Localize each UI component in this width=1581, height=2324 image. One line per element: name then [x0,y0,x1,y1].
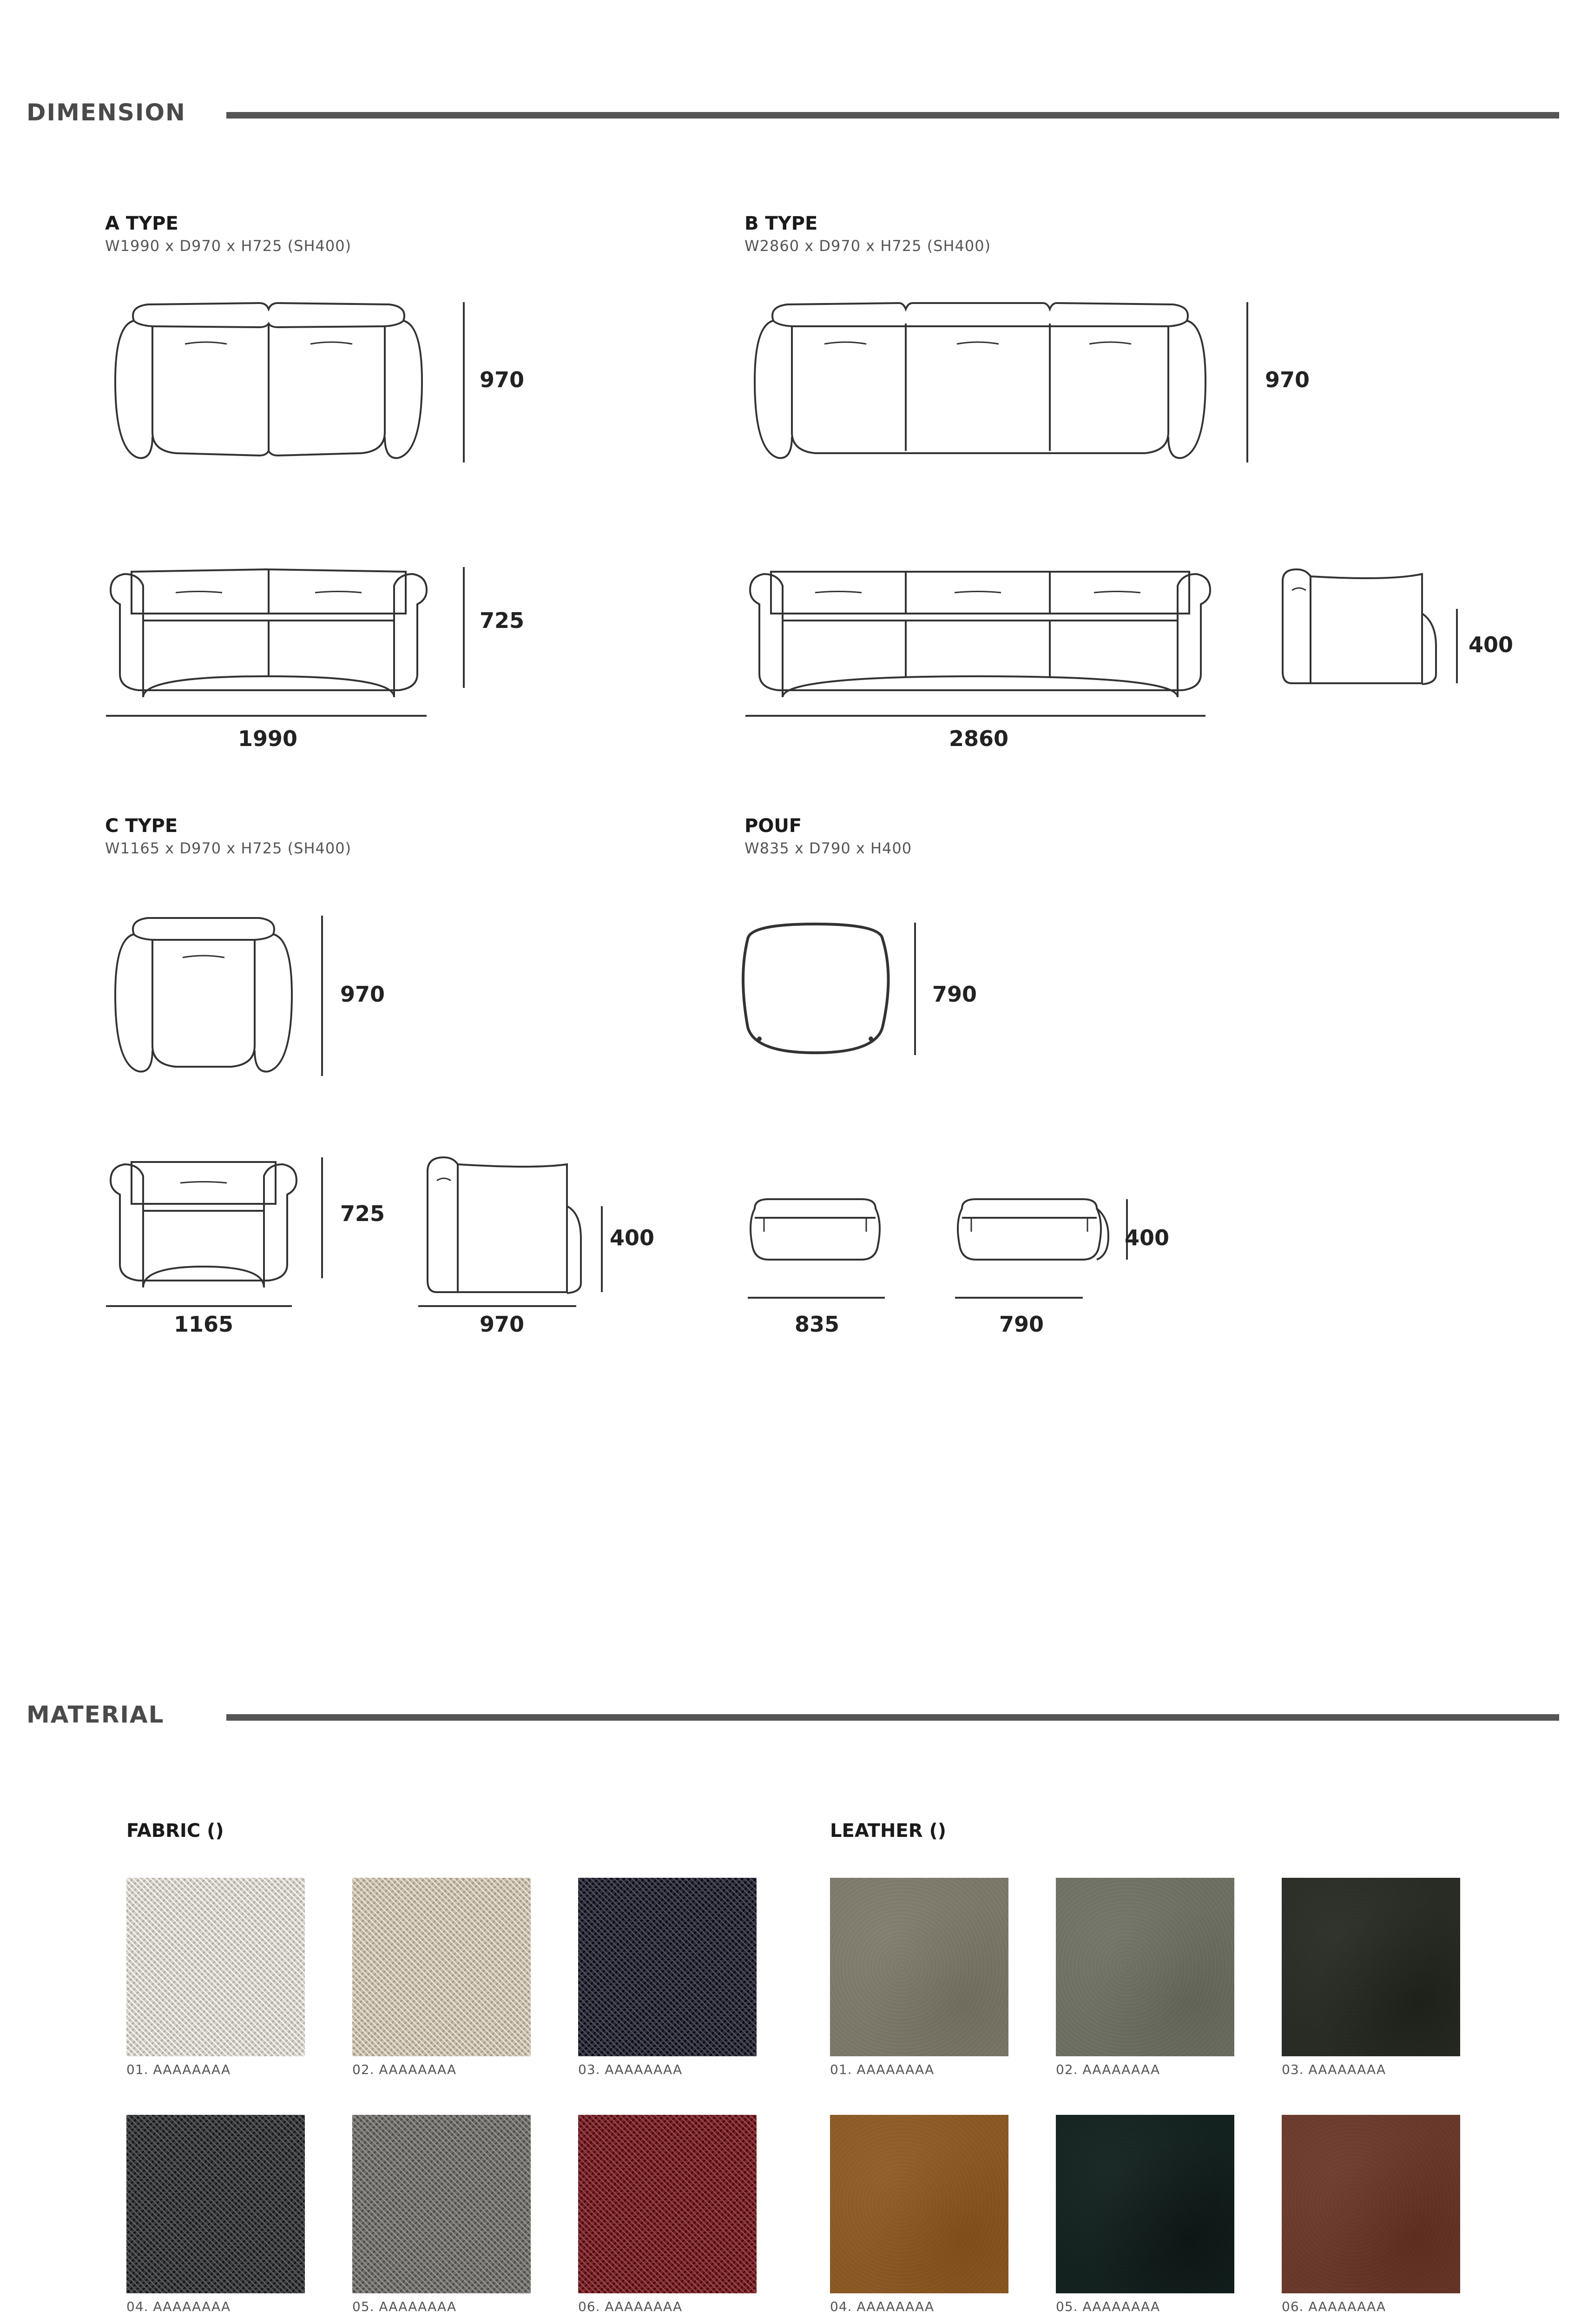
leather-swatch-5 [1056,2115,1234,2293]
c-type-side-view [418,1148,623,1306]
leather-swatch-label-1: 01. AAAAAAAA [830,2062,935,2077]
leather-swatch-1 [830,1878,1008,2056]
a-type-top-view [106,297,431,474]
a-type-height: 725 [480,608,525,633]
pouf-top-view [745,920,922,1069]
leather-swatch-3 [1282,1878,1460,2056]
fabric-swatch-label-5: 05. AAAAAAAA [352,2299,457,2314]
fabric-swatch-3 [578,1878,757,2056]
pouf-height: 400 [1125,1225,1170,1250]
fabric-swatch-5 [352,2115,531,2293]
fabric-swatch-label-1: 01. AAAAAAAA [126,2062,231,2077]
fabric-swatch-label-2: 02. AAAAAAAA [352,2062,457,2077]
fabric-swatch-label-3: 03. AAAAAAAA [578,2062,683,2077]
c-type-side-depth: 970 [480,1312,525,1337]
pouf-name: POUF [744,815,802,837]
c-type-width: 1165 [174,1312,234,1337]
c-type-height: 725 [340,1201,385,1226]
fabric-swatch-1 [126,1878,305,2056]
dimension-rule [226,112,1559,119]
pouf-side-view [953,1190,1139,1306]
fabric-title: FABRIC () [126,1820,224,1842]
a-type-front-view [106,562,431,716]
a-type-dims: W1990 x D970 x H725 (SH400) [105,237,352,255]
fabric-swatch-6 [578,2115,757,2293]
c-type-dims: W1165 x D970 x H725 (SH400) [105,839,352,857]
b-type-top-view [745,297,1229,474]
leather-swatch-label-6: 06. AAAAAAAA [1282,2299,1386,2314]
pouf-side-width: 790 [999,1312,1044,1337]
b-type-width: 2860 [949,726,1009,751]
c-type-name: C TYPE [105,815,178,837]
pouf-width: 835 [795,1312,840,1337]
pouf-front-view [745,1190,903,1306]
leather-swatch-label-4: 04. AAAAAAAA [830,2299,935,2314]
fabric-swatch-4 [126,2115,305,2293]
c-type-seat-height: 400 [610,1225,655,1250]
fabric-swatch-label-6: 06. AAAAAAAA [578,2299,683,2314]
b-type-front-view [745,562,1215,716]
leather-swatch-label-3: 03. AAAAAAAA [1282,2062,1386,2077]
c-type-depth: 970 [340,982,385,1007]
b-type-depth: 970 [1265,367,1310,392]
material-title: MATERIAL [26,1701,165,1728]
leather-swatch-6 [1282,2115,1460,2293]
leather-swatch-label-5: 05. AAAAAAAA [1056,2299,1160,2314]
b-type-seat-height: 400 [1469,632,1514,657]
leather-swatch-2 [1056,1878,1234,2056]
pouf-depth: 790 [932,982,977,1007]
b-type-name: B TYPE [744,213,818,234]
leather-title: LEATHER () [830,1820,947,1842]
a-type-depth: 970 [480,367,525,392]
b-type-dims: W2860 x D970 x H725 (SH400) [744,237,991,255]
leather-swatch-4 [830,2115,1008,2293]
leather-swatch-label-2: 02. AAAAAAAA [1056,2062,1160,2077]
fabric-swatch-label-4: 04. AAAAAAAA [126,2299,231,2314]
fabric-swatch-2 [352,1878,531,2056]
dimension-title: DIMENSION [26,99,186,126]
b-type-side-view [1273,562,1478,697]
c-type-top-view [106,911,329,1088]
pouf-dims: W835 x D790 x H400 [744,839,912,857]
a-type-width: 1990 [238,726,298,751]
a-type-name: A TYPE [105,213,178,234]
material-rule [226,1714,1559,1721]
c-type-front-view [106,1153,329,1306]
